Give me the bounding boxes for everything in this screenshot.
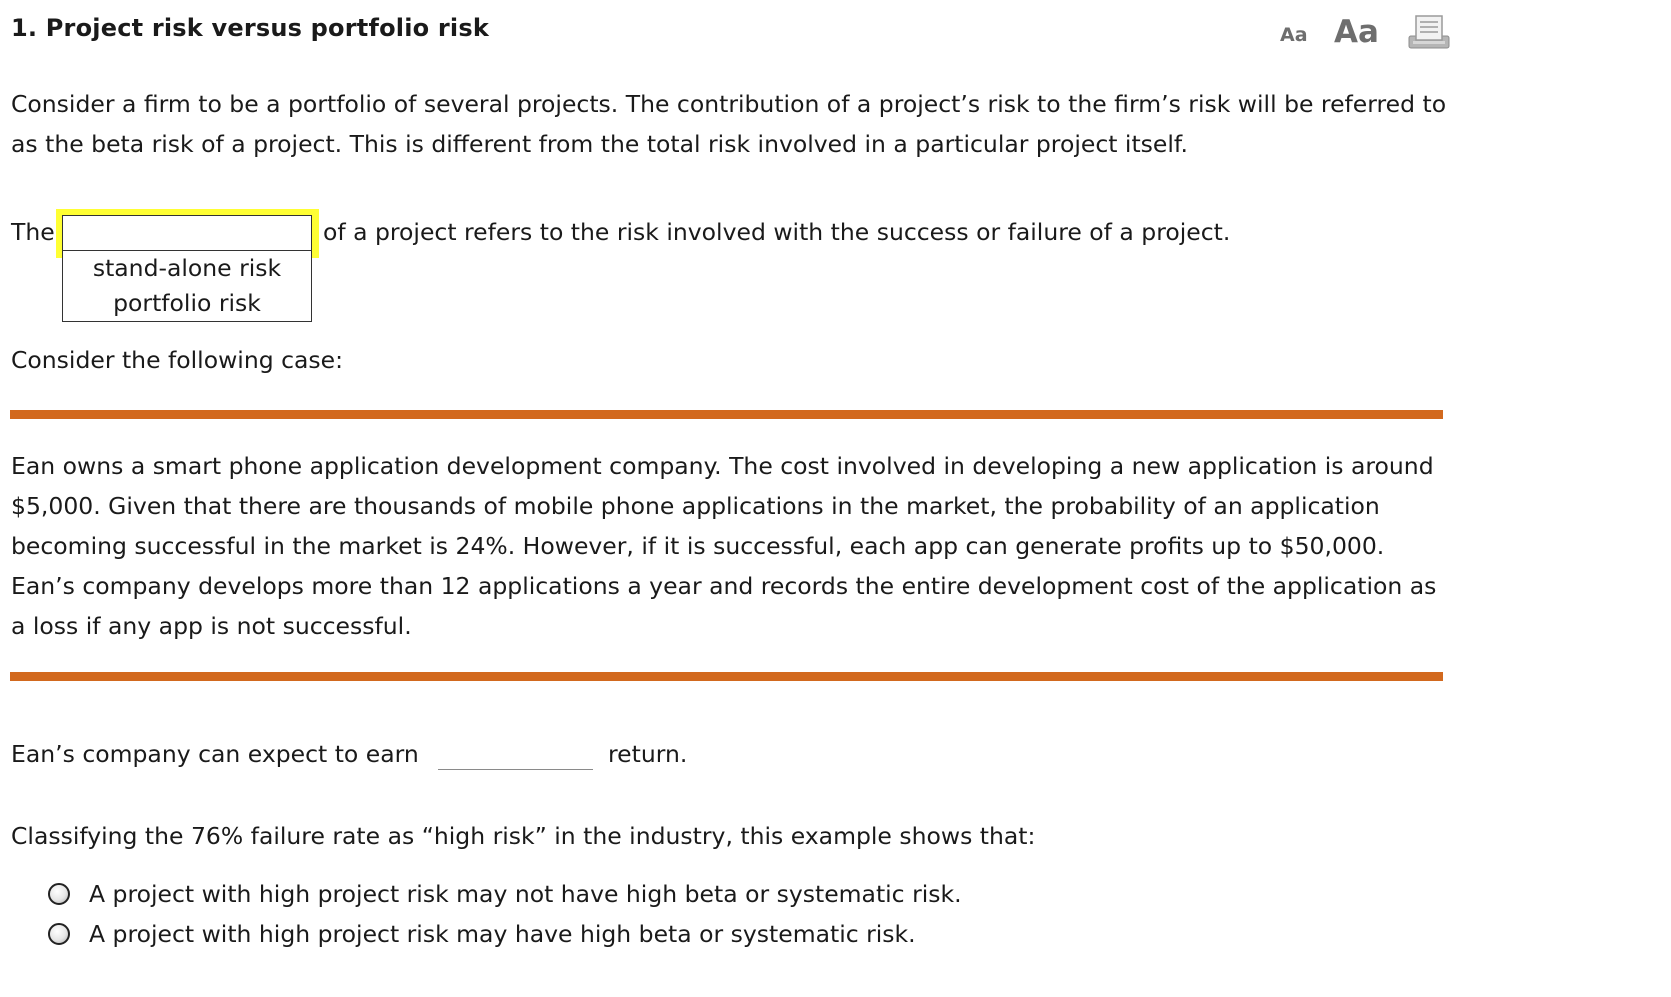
risk-type-options: [62, 250, 312, 322]
expected-return-blank[interactable]: [438, 769, 593, 770]
question-title: 1. Project risk versus portfolio risk: [11, 14, 489, 42]
risk-type-dropdown[interactable]: [62, 215, 312, 251]
case-divider-bottom: [10, 672, 1443, 681]
option-portfolio-risk[interactable]: portfolio risk: [113, 289, 261, 317]
answer-option-label: A project with high project risk may not have high beta or systematic risk.: [89, 880, 962, 908]
answer-option-2[interactable]: [48, 916, 916, 952]
toolbar: [1280, 12, 1450, 52]
question2-prefix: Ean’s company can expect to earn: [11, 740, 419, 768]
print-icon[interactable]: [1407, 14, 1451, 50]
increase-font-button[interactable]: Aa: [1334, 14, 1379, 50]
question3-prompt: Classifying the 76% failure rate as “high risk” in the industry, this example shows that:: [11, 822, 1036, 850]
decrease-font-button[interactable]: Aa: [1280, 24, 1308, 46]
case-paragraph: Ean owns a smart phone application development company. The cost involved in developing a new application is around $5,000. Given that there are thousands of mobile phone applications in the market, the probability of an application becoming successful in the market is 24%. However, if it is successful, each app can generate profits up to $50,000. Ean’s company develops more than 12 applications a year and records the entire development cost of the application as a loss if any app is not successful.: [11, 452, 1437, 640]
question2-suffix: return.: [608, 740, 688, 768]
option-stand-alone-risk[interactable]: stand-alone risk: [92, 254, 282, 282]
question1-prefix: The: [11, 218, 55, 246]
question1-suffix: of a project refers to the risk involved with the success or failure of a project.: [323, 218, 1231, 246]
intro-paragraph: Consider a firm to be a portfolio of several projects. The contribution of a project’s risk to the firm’s risk will be referred to as the beta risk of a project. This is different from the total risk involved in a particular project itself.: [11, 90, 1447, 158]
case-lead: Consider the following case:: [11, 346, 344, 374]
case-divider-top: [10, 410, 1443, 419]
radio-button[interactable]: [48, 923, 70, 945]
answer-option-1[interactable]: [48, 876, 962, 912]
answer-option-label: A project with high project risk may have high beta or systematic risk.: [89, 920, 916, 948]
radio-button[interactable]: [48, 883, 70, 905]
